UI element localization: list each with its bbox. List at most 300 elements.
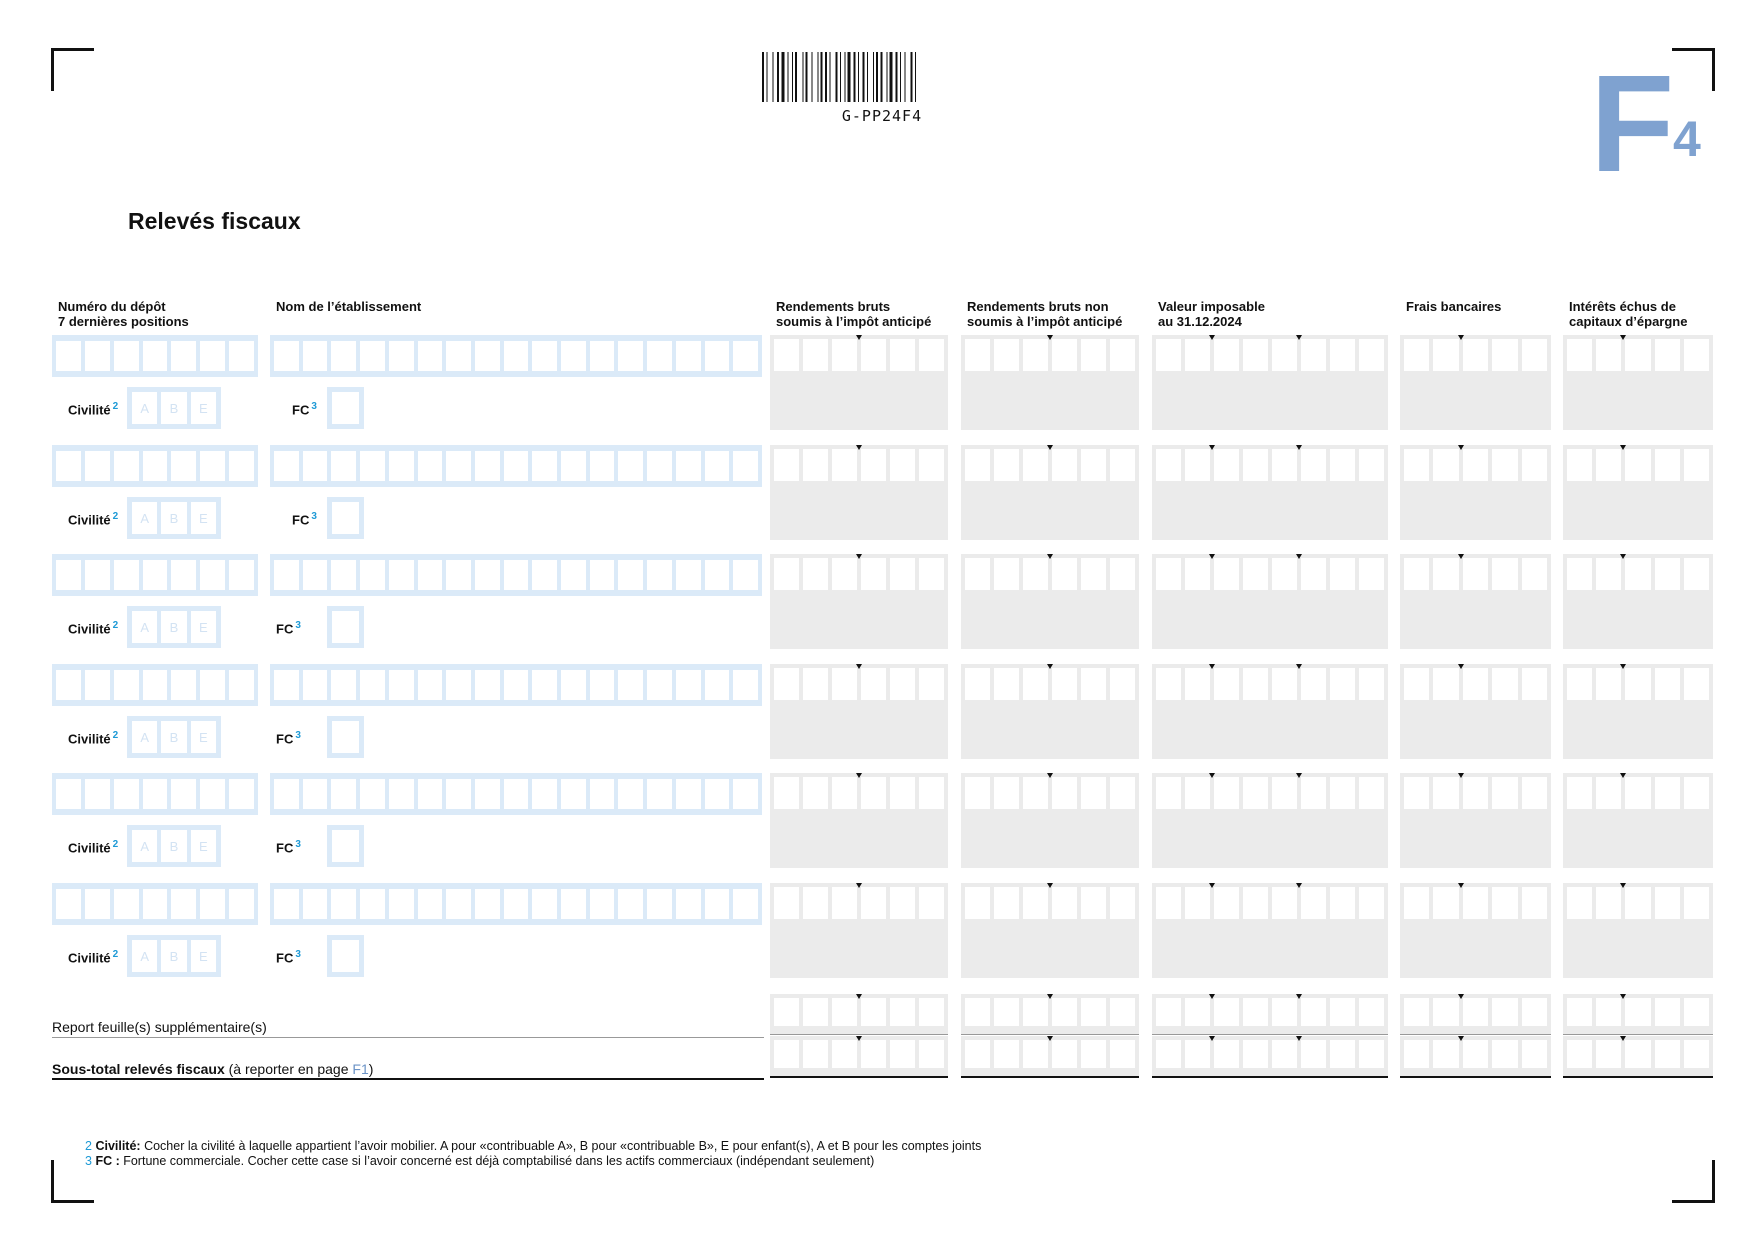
digit-cell[interactable] <box>774 777 799 809</box>
digit-cell[interactable] <box>1684 449 1709 481</box>
civilite-option-a[interactable]: A <box>132 502 157 534</box>
name-letter-cell[interactable] <box>590 889 615 919</box>
row-3-interets-field[interactable] <box>1563 554 1713 649</box>
name-letter-cell[interactable] <box>446 670 471 700</box>
digit-cell[interactable] <box>1404 449 1429 481</box>
digit-cell[interactable] <box>1081 558 1106 590</box>
name-letter-cell[interactable] <box>733 451 758 481</box>
depot-digit-cell[interactable] <box>200 670 225 700</box>
digit-cell[interactable] <box>1596 1040 1621 1068</box>
row-4-fc-checkbox[interactable] <box>327 716 364 758</box>
digit-cell[interactable] <box>861 777 886 809</box>
digit-cell[interactable] <box>965 558 990 590</box>
depot-digit-cell[interactable] <box>56 451 81 481</box>
name-letter-cell[interactable] <box>590 560 615 590</box>
digit-cell[interactable] <box>1522 1040 1547 1068</box>
row-2-etablissement-input[interactable] <box>270 445 762 487</box>
digit-cell[interactable] <box>1110 1040 1135 1068</box>
row-1-frais-field[interactable] <box>1400 335 1551 430</box>
name-letter-cell[interactable] <box>590 779 615 809</box>
depot-digit-cell[interactable] <box>143 451 168 481</box>
name-letter-cell[interactable] <box>705 889 730 919</box>
digit-cell[interactable] <box>965 339 990 371</box>
name-letter-cell[interactable] <box>475 670 500 700</box>
digit-cell[interactable] <box>1185 998 1210 1026</box>
civilite-option-e[interactable]: E <box>191 392 216 424</box>
digit-cell[interactable] <box>1492 668 1517 700</box>
name-letter-cell[interactable] <box>389 341 414 371</box>
depot-digit-cell[interactable] <box>171 670 196 700</box>
digit-cell[interactable] <box>1081 998 1106 1026</box>
row-2-interets-field[interactable] <box>1563 445 1713 540</box>
row-2-frais-field[interactable] <box>1400 445 1551 540</box>
digit-cell[interactable] <box>1272 1040 1297 1068</box>
sous-total-valeur-field[interactable] <box>1152 1036 1388 1076</box>
digit-cell[interactable] <box>1567 449 1592 481</box>
digit-cell[interactable] <box>774 449 799 481</box>
name-letter-cell[interactable] <box>532 670 557 700</box>
digit-cell[interactable] <box>1684 777 1709 809</box>
digit-cell[interactable] <box>1625 1040 1650 1068</box>
name-letter-cell[interactable] <box>733 670 758 700</box>
row-6-fc-checkbox[interactable] <box>327 935 364 977</box>
depot-digit-cell[interactable] <box>171 451 196 481</box>
digit-cell[interactable] <box>1655 887 1680 919</box>
name-letter-cell[interactable] <box>561 451 586 481</box>
name-letter-cell[interactable] <box>446 560 471 590</box>
digit-cell[interactable] <box>1185 668 1210 700</box>
digit-cell[interactable] <box>1330 998 1355 1026</box>
digit-cell[interactable] <box>1052 668 1077 700</box>
digit-cell[interactable] <box>1110 998 1135 1026</box>
name-letter-cell[interactable] <box>418 560 443 590</box>
name-letter-cell[interactable] <box>504 670 529 700</box>
digit-cell[interactable] <box>1463 558 1488 590</box>
name-letter-cell[interactable] <box>418 670 443 700</box>
row-2-fc-checkbox[interactable] <box>327 497 364 539</box>
digit-cell[interactable] <box>1404 1040 1429 1068</box>
row-5-frais-field[interactable] <box>1400 773 1551 868</box>
depot-digit-cell[interactable] <box>171 779 196 809</box>
digit-cell[interactable] <box>1330 777 1355 809</box>
digit-cell[interactable] <box>1023 339 1048 371</box>
name-letter-cell[interactable] <box>532 560 557 590</box>
row-5-depot-input[interactable] <box>52 773 258 815</box>
name-letter-cell[interactable] <box>389 451 414 481</box>
digit-cell[interactable] <box>1185 777 1210 809</box>
digit-cell[interactable] <box>919 668 944 700</box>
digit-cell[interactable] <box>1185 887 1210 919</box>
depot-digit-cell[interactable] <box>85 560 110 590</box>
name-letter-cell[interactable] <box>590 451 615 481</box>
digit-cell[interactable] <box>994 668 1019 700</box>
digit-cell[interactable] <box>890 1040 915 1068</box>
digit-cell[interactable] <box>1185 1040 1210 1068</box>
row-4-depot-input[interactable] <box>52 664 258 706</box>
row-3-frais-field[interactable] <box>1400 554 1551 649</box>
digit-cell[interactable] <box>1404 558 1429 590</box>
digit-cell[interactable] <box>1404 887 1429 919</box>
digit-cell[interactable] <box>1492 887 1517 919</box>
digit-cell[interactable] <box>1359 998 1384 1026</box>
digit-cell[interactable] <box>1081 777 1106 809</box>
digit-cell[interactable] <box>1522 887 1547 919</box>
depot-digit-cell[interactable] <box>143 889 168 919</box>
digit-cell[interactable] <box>1359 1040 1384 1068</box>
row-1-interets-field[interactable] <box>1563 335 1713 430</box>
name-letter-cell[interactable] <box>733 560 758 590</box>
digit-cell[interactable] <box>1463 777 1488 809</box>
digit-cell[interactable] <box>919 777 944 809</box>
digit-cell[interactable] <box>965 449 990 481</box>
digit-cell[interactable] <box>1330 668 1355 700</box>
digit-cell[interactable] <box>1301 449 1326 481</box>
digit-cell[interactable] <box>1596 449 1621 481</box>
row-4-rendements-ia-field[interactable] <box>770 664 948 759</box>
digit-cell[interactable] <box>1492 449 1517 481</box>
name-letter-cell[interactable] <box>331 341 356 371</box>
civilite-option-e[interactable]: E <box>191 721 216 753</box>
digit-cell[interactable] <box>1023 668 1048 700</box>
digit-cell[interactable] <box>1625 887 1650 919</box>
digit-cell[interactable] <box>832 339 857 371</box>
digit-cell[interactable] <box>1655 449 1680 481</box>
depot-digit-cell[interactable] <box>56 889 81 919</box>
depot-digit-cell[interactable] <box>114 670 139 700</box>
depot-digit-cell[interactable] <box>114 560 139 590</box>
row-2-rendements-non-ia-field[interactable] <box>961 445 1139 540</box>
digit-cell[interactable] <box>1433 668 1458 700</box>
row-6-rendements-non-ia-field[interactable] <box>961 883 1139 978</box>
digit-cell[interactable] <box>803 449 828 481</box>
digit-cell[interactable] <box>1463 339 1488 371</box>
digit-cell[interactable] <box>1214 668 1239 700</box>
depot-digit-cell[interactable] <box>85 341 110 371</box>
digit-cell[interactable] <box>919 449 944 481</box>
name-letter-cell[interactable] <box>676 560 701 590</box>
row-3-etablissement-input[interactable] <box>270 554 762 596</box>
digit-cell[interactable] <box>890 668 915 700</box>
digit-cell[interactable] <box>1359 339 1384 371</box>
name-letter-cell[interactable] <box>676 670 701 700</box>
depot-digit-cell[interactable] <box>171 889 196 919</box>
digit-cell[interactable] <box>1625 668 1650 700</box>
digit-cell[interactable] <box>861 558 886 590</box>
digit-cell[interactable] <box>1301 887 1326 919</box>
digit-cell[interactable] <box>1081 449 1106 481</box>
civilite-option-a[interactable]: A <box>132 611 157 643</box>
name-letter-cell[interactable] <box>303 670 328 700</box>
digit-cell[interactable] <box>965 887 990 919</box>
name-letter-cell[interactable] <box>303 341 328 371</box>
digit-cell[interactable] <box>1596 998 1621 1026</box>
row-1-fc-checkbox[interactable] <box>327 387 364 429</box>
name-letter-cell[interactable] <box>532 451 557 481</box>
digit-cell[interactable] <box>1272 777 1297 809</box>
digit-cell[interactable] <box>1567 558 1592 590</box>
digit-cell[interactable] <box>1110 558 1135 590</box>
digit-cell[interactable] <box>1492 558 1517 590</box>
digit-cell[interactable] <box>1463 1040 1488 1068</box>
row-3-fc-checkbox[interactable] <box>327 606 364 648</box>
name-letter-cell[interactable] <box>532 889 557 919</box>
sous-total-rendements-non-ia-field[interactable] <box>961 1036 1139 1076</box>
name-letter-cell[interactable] <box>705 560 730 590</box>
name-letter-cell[interactable] <box>331 451 356 481</box>
civilite-option-b[interactable]: B <box>161 940 186 972</box>
name-letter-cell[interactable] <box>504 779 529 809</box>
digit-cell[interactable] <box>832 558 857 590</box>
depot-digit-cell[interactable] <box>114 341 139 371</box>
civilite-option-a[interactable]: A <box>132 830 157 862</box>
digit-cell[interactable] <box>1655 339 1680 371</box>
digit-cell[interactable] <box>1081 668 1106 700</box>
digit-cell[interactable] <box>994 449 1019 481</box>
digit-cell[interactable] <box>994 1040 1019 1068</box>
name-letter-cell[interactable] <box>504 889 529 919</box>
name-letter-cell[interactable] <box>360 451 385 481</box>
name-letter-cell[interactable] <box>676 341 701 371</box>
name-letter-cell[interactable] <box>446 889 471 919</box>
row-6-depot-input[interactable] <box>52 883 258 925</box>
digit-cell[interactable] <box>774 998 799 1026</box>
digit-cell[interactable] <box>832 777 857 809</box>
name-letter-cell[interactable] <box>331 560 356 590</box>
digit-cell[interactable] <box>1330 449 1355 481</box>
name-letter-cell[interactable] <box>274 779 299 809</box>
depot-digit-cell[interactable] <box>200 779 225 809</box>
civilite-option-e[interactable]: E <box>191 940 216 972</box>
digit-cell[interactable] <box>1156 668 1181 700</box>
digit-cell[interactable] <box>1243 777 1268 809</box>
name-letter-cell[interactable] <box>389 560 414 590</box>
civilite-option-a[interactable]: A <box>132 721 157 753</box>
name-letter-cell[interactable] <box>389 670 414 700</box>
digit-cell[interactable] <box>919 1040 944 1068</box>
digit-cell[interactable] <box>861 449 886 481</box>
name-letter-cell[interactable] <box>561 670 586 700</box>
digit-cell[interactable] <box>861 998 886 1026</box>
name-letter-cell[interactable] <box>389 889 414 919</box>
digit-cell[interactable] <box>1110 339 1135 371</box>
sous-total-interets-field[interactable] <box>1563 1036 1713 1076</box>
name-letter-cell[interactable] <box>733 341 758 371</box>
digit-cell[interactable] <box>1214 777 1239 809</box>
digit-cell[interactable] <box>965 1040 990 1068</box>
digit-cell[interactable] <box>1596 558 1621 590</box>
row-6-valeur-field[interactable] <box>1152 883 1388 978</box>
digit-cell[interactable] <box>1110 887 1135 919</box>
digit-cell[interactable] <box>1243 449 1268 481</box>
name-letter-cell[interactable] <box>647 889 672 919</box>
digit-cell[interactable] <box>1185 558 1210 590</box>
digit-cell[interactable] <box>1596 887 1621 919</box>
name-letter-cell[interactable] <box>733 779 758 809</box>
digit-cell[interactable] <box>1023 777 1048 809</box>
digit-cell[interactable] <box>1023 998 1048 1026</box>
digit-cell[interactable] <box>1272 668 1297 700</box>
digit-cell[interactable] <box>1214 887 1239 919</box>
digit-cell[interactable] <box>1052 558 1077 590</box>
digit-cell[interactable] <box>1522 558 1547 590</box>
row-5-valeur-field[interactable] <box>1152 773 1388 868</box>
name-letter-cell[interactable] <box>676 779 701 809</box>
row-3-depot-input[interactable] <box>52 554 258 596</box>
digit-cell[interactable] <box>1567 668 1592 700</box>
name-letter-cell[interactable] <box>475 451 500 481</box>
digit-cell[interactable] <box>1052 1040 1077 1068</box>
depot-digit-cell[interactable] <box>114 889 139 919</box>
name-letter-cell[interactable] <box>705 341 730 371</box>
row-1-valeur-field[interactable] <box>1152 335 1388 430</box>
digit-cell[interactable] <box>965 998 990 1026</box>
digit-cell[interactable] <box>1492 1040 1517 1068</box>
name-letter-cell[interactable] <box>618 670 643 700</box>
digit-cell[interactable] <box>1655 558 1680 590</box>
name-letter-cell[interactable] <box>475 560 500 590</box>
digit-cell[interactable] <box>1243 339 1268 371</box>
digit-cell[interactable] <box>1625 998 1650 1026</box>
row-3-valeur-field[interactable] <box>1152 554 1388 649</box>
digit-cell[interactable] <box>1243 1040 1268 1068</box>
digit-cell[interactable] <box>861 339 886 371</box>
name-letter-cell[interactable] <box>733 889 758 919</box>
digit-cell[interactable] <box>919 339 944 371</box>
row-1-rendements-non-ia-field[interactable] <box>961 335 1139 430</box>
depot-digit-cell[interactable] <box>143 779 168 809</box>
digit-cell[interactable] <box>1272 998 1297 1026</box>
civilite-option-e[interactable]: E <box>191 502 216 534</box>
digit-cell[interactable] <box>1684 1040 1709 1068</box>
depot-digit-cell[interactable] <box>171 560 196 590</box>
digit-cell[interactable] <box>832 668 857 700</box>
depot-digit-cell[interactable] <box>229 341 254 371</box>
depot-digit-cell[interactable] <box>85 779 110 809</box>
digit-cell[interactable] <box>1272 887 1297 919</box>
name-letter-cell[interactable] <box>331 889 356 919</box>
digit-cell[interactable] <box>1655 668 1680 700</box>
digit-cell[interactable] <box>1301 668 1326 700</box>
name-letter-cell[interactable] <box>647 670 672 700</box>
depot-digit-cell[interactable] <box>200 341 225 371</box>
row-2-civilite-checkboxes[interactable] <box>127 497 221 539</box>
depot-digit-cell[interactable] <box>56 341 81 371</box>
digit-cell[interactable] <box>1522 339 1547 371</box>
name-letter-cell[interactable] <box>446 451 471 481</box>
row-4-valeur-field[interactable] <box>1152 664 1388 759</box>
digit-cell[interactable] <box>1081 1040 1106 1068</box>
digit-cell[interactable] <box>1359 668 1384 700</box>
digit-cell[interactable] <box>890 339 915 371</box>
digit-cell[interactable] <box>1433 777 1458 809</box>
digit-cell[interactable] <box>1243 558 1268 590</box>
digit-cell[interactable] <box>1243 668 1268 700</box>
row-6-civilite-checkboxes[interactable] <box>127 935 221 977</box>
name-letter-cell[interactable] <box>303 451 328 481</box>
digit-cell[interactable] <box>890 777 915 809</box>
name-letter-cell[interactable] <box>504 341 529 371</box>
digit-cell[interactable] <box>1684 887 1709 919</box>
digit-cell[interactable] <box>1404 668 1429 700</box>
row-4-etablissement-input[interactable] <box>270 664 762 706</box>
depot-digit-cell[interactable] <box>229 889 254 919</box>
digit-cell[interactable] <box>1052 339 1077 371</box>
digit-cell[interactable] <box>1359 777 1384 809</box>
report-frais-field[interactable] <box>1400 994 1551 1034</box>
digit-cell[interactable] <box>1359 449 1384 481</box>
name-letter-cell[interactable] <box>618 779 643 809</box>
depot-digit-cell[interactable] <box>85 451 110 481</box>
civilite-option-b[interactable]: B <box>161 611 186 643</box>
digit-cell[interactable] <box>861 887 886 919</box>
depot-digit-cell[interactable] <box>171 341 196 371</box>
digit-cell[interactable] <box>1214 449 1239 481</box>
name-letter-cell[interactable] <box>389 779 414 809</box>
digit-cell[interactable] <box>861 1040 886 1068</box>
civilite-option-b[interactable]: B <box>161 830 186 862</box>
digit-cell[interactable] <box>1301 1040 1326 1068</box>
digit-cell[interactable] <box>1110 449 1135 481</box>
digit-cell[interactable] <box>1081 887 1106 919</box>
depot-digit-cell[interactable] <box>85 670 110 700</box>
depot-digit-cell[interactable] <box>85 889 110 919</box>
name-letter-cell[interactable] <box>331 779 356 809</box>
depot-digit-cell[interactable] <box>56 779 81 809</box>
digit-cell[interactable] <box>994 998 1019 1026</box>
name-letter-cell[interactable] <box>647 779 672 809</box>
digit-cell[interactable] <box>1156 558 1181 590</box>
row-4-civilite-checkboxes[interactable] <box>127 716 221 758</box>
row-5-rendements-ia-field[interactable] <box>770 773 948 868</box>
digit-cell[interactable] <box>1567 1040 1592 1068</box>
digit-cell[interactable] <box>1330 1040 1355 1068</box>
digit-cell[interactable] <box>1301 339 1326 371</box>
digit-cell[interactable] <box>1301 558 1326 590</box>
digit-cell[interactable] <box>1433 449 1458 481</box>
digit-cell[interactable] <box>1492 339 1517 371</box>
digit-cell[interactable] <box>1655 998 1680 1026</box>
civilite-option-b[interactable]: B <box>161 721 186 753</box>
depot-digit-cell[interactable] <box>229 451 254 481</box>
digit-cell[interactable] <box>1625 777 1650 809</box>
name-letter-cell[interactable] <box>705 670 730 700</box>
digit-cell[interactable] <box>1023 1040 1048 1068</box>
digit-cell[interactable] <box>832 1040 857 1068</box>
depot-digit-cell[interactable] <box>229 560 254 590</box>
depot-digit-cell[interactable] <box>114 779 139 809</box>
digit-cell[interactable] <box>774 887 799 919</box>
digit-cell[interactable] <box>1156 998 1181 1026</box>
name-letter-cell[interactable] <box>618 341 643 371</box>
digit-cell[interactable] <box>1433 1040 1458 1068</box>
row-5-etablissement-input[interactable] <box>270 773 762 815</box>
digit-cell[interactable] <box>965 668 990 700</box>
name-letter-cell[interactable] <box>705 779 730 809</box>
row-6-etablissement-input[interactable] <box>270 883 762 925</box>
report-rendements-non-ia-field[interactable] <box>961 994 1139 1034</box>
digit-cell[interactable] <box>1684 558 1709 590</box>
digit-cell[interactable] <box>1185 449 1210 481</box>
name-letter-cell[interactable] <box>590 670 615 700</box>
digit-cell[interactable] <box>1156 339 1181 371</box>
digit-cell[interactable] <box>890 558 915 590</box>
digit-cell[interactable] <box>1433 998 1458 1026</box>
row-5-fc-checkbox[interactable] <box>327 825 364 867</box>
digit-cell[interactable] <box>774 558 799 590</box>
digit-cell[interactable] <box>803 1040 828 1068</box>
depot-digit-cell[interactable] <box>114 451 139 481</box>
digit-cell[interactable] <box>1433 887 1458 919</box>
